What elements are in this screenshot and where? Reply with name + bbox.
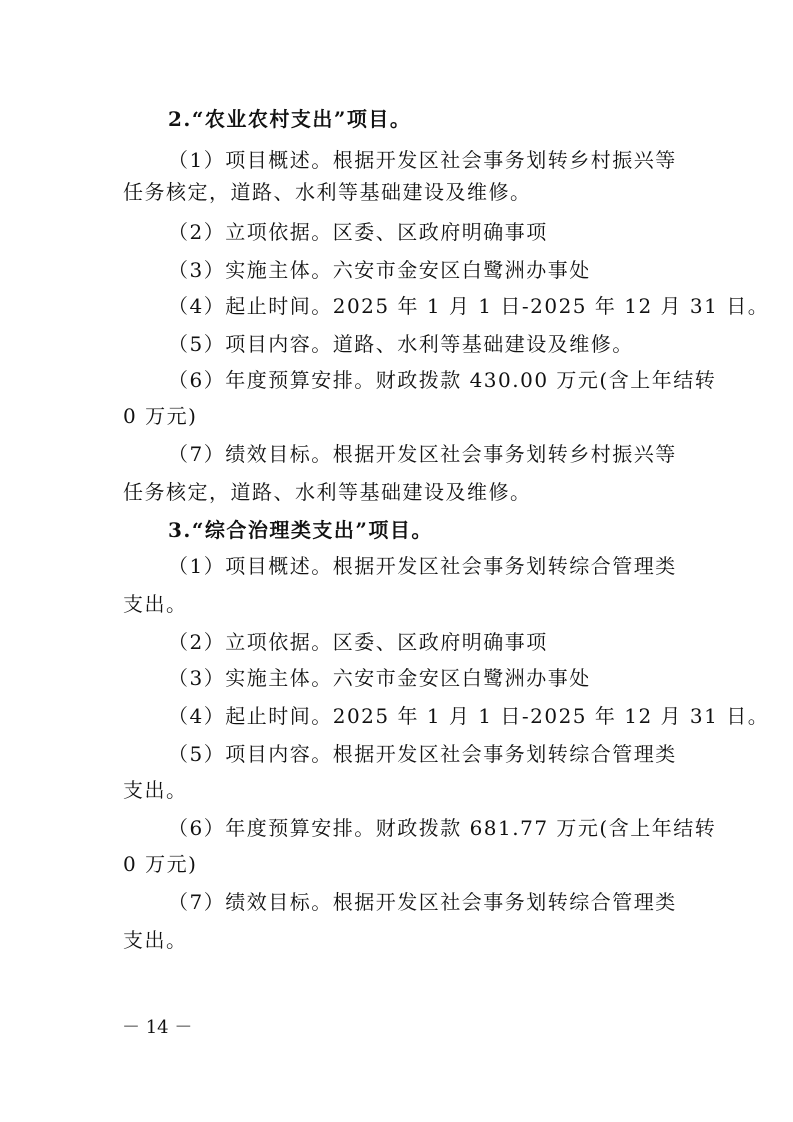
section-2-item-6: （6）年度预算安排。财政拨款 430.00 万元(含上年结转 [168, 368, 717, 392]
section-2-item-7: （7）绩效目标。根据开发区社会事务划转乡村振兴等 [168, 442, 677, 466]
section-2-item-4: （4）起止时间。2025 年 1 月 1 日-2025 年 12 月 31 日。 [168, 294, 770, 318]
section-3-item-5: （5）项目内容。根据开发区社会事务划转综合管理类 [168, 742, 677, 766]
section-2-item-6-cont: 0 万元) [123, 404, 198, 428]
section-2-item-1: （1）项目概述。根据开发区社会事务划转乡村振兴等 [168, 148, 677, 172]
section-3-item-7-cont: 支出。 [123, 928, 188, 952]
section-3-item-2: （2）立项依据。区委、区政府明确事项 [168, 630, 548, 654]
section-3-item-3: （3）实施主体。六安市金安区白鹭洲办事处 [168, 666, 591, 690]
section-3-item-4: （4）起止时间。2025 年 1 月 1 日-2025 年 12 月 31 日。 [168, 704, 770, 728]
section-3-item-1-cont: 支出。 [123, 592, 188, 616]
section-2-item-1-cont: 任务核定，道路、水利等基础建设及维修。 [123, 180, 532, 204]
section-2-item-2: （2）立项依据。区委、区政府明确事项 [168, 220, 548, 244]
section-2-heading: 2.“农业农村支出”项目。 [168, 107, 412, 131]
section-3-item-7: （7）绩效目标。根据开发区社会事务划转综合管理类 [168, 890, 677, 914]
section-2-item-7-cont: 任务核定，道路、水利等基础建设及维修。 [123, 480, 532, 504]
section-3-item-6-cont: 0 万元) [123, 852, 198, 876]
section-3-heading: 3.“综合治理类支出”项目。 [168, 518, 433, 542]
section-2-item-5: （5）项目内容。道路、水利等基础建设及维修。 [168, 332, 634, 356]
section-3-item-1: （1）项目概述。根据开发区社会事务划转综合管理类 [168, 554, 677, 578]
section-2-item-3: （3）实施主体。六安市金安区白鹭洲办事处 [168, 258, 591, 282]
section-3-item-6: （6）年度预算安排。财政拨款 681.77 万元(含上年结转 [168, 816, 717, 840]
page-number: － 14 － [122, 1017, 193, 1038]
section-3-item-5-cont: 支出。 [123, 778, 188, 802]
